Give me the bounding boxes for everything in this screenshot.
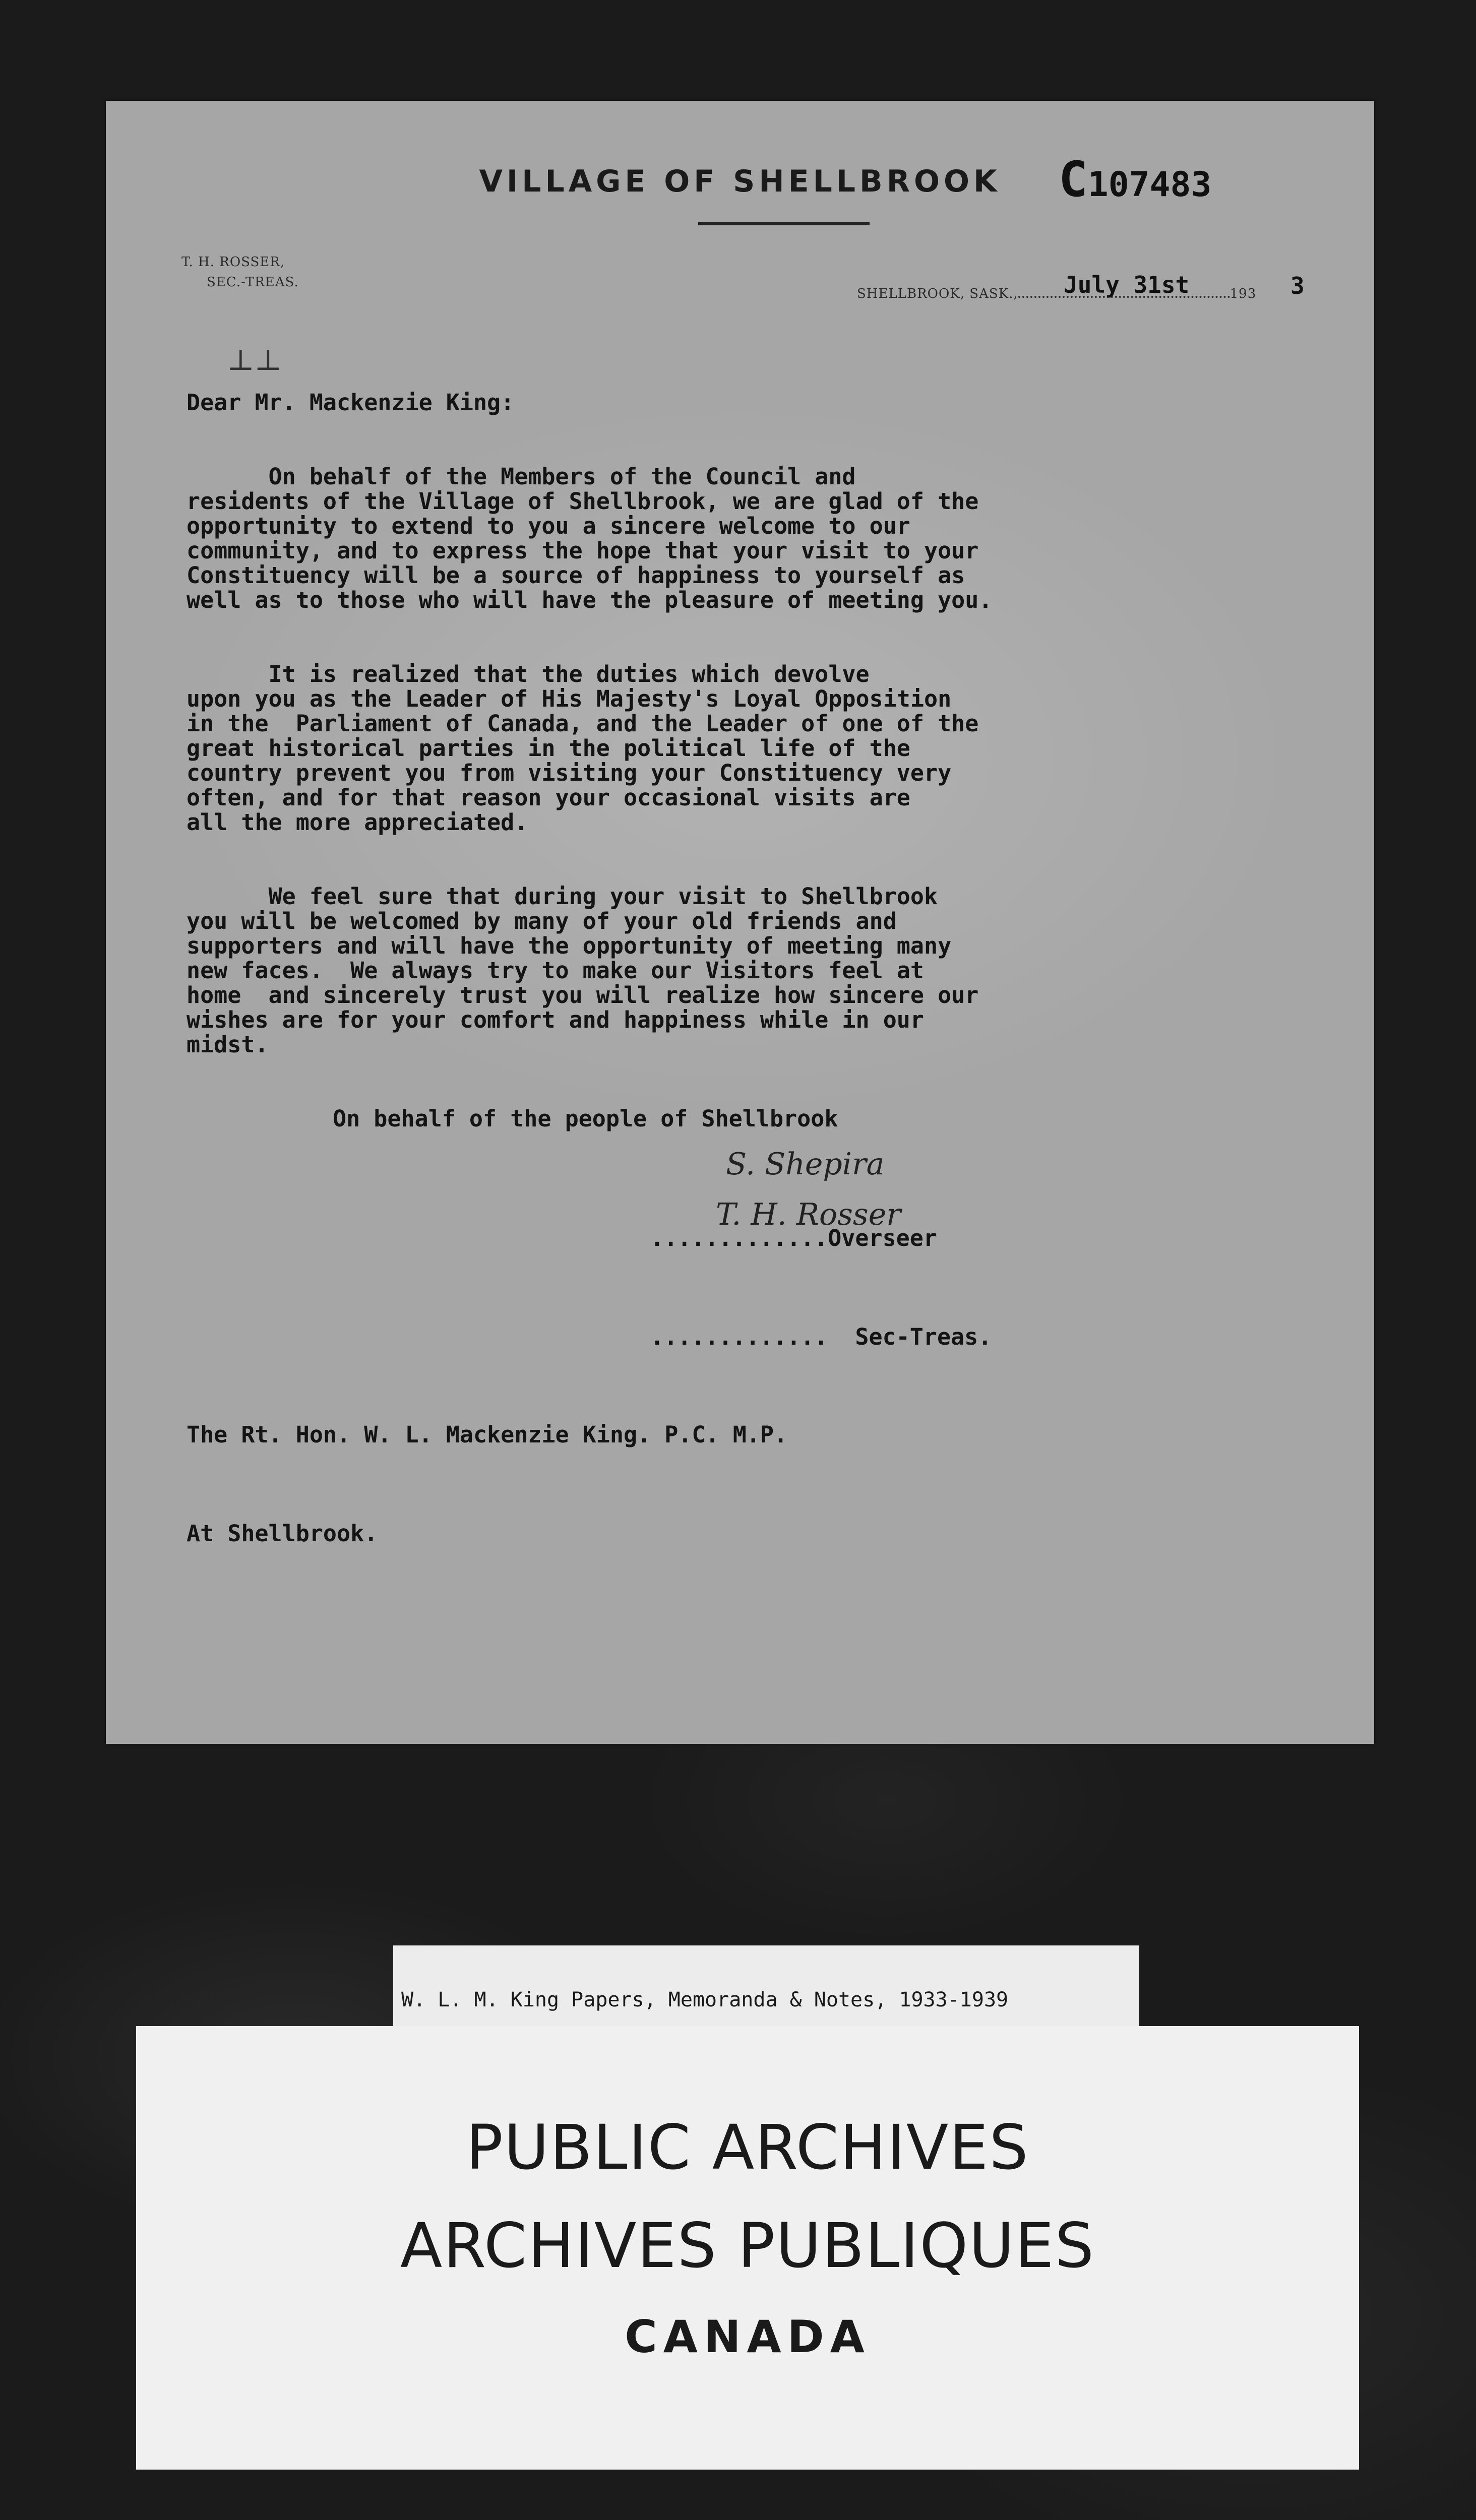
archive-line-country: CANADA <box>625 2311 871 2363</box>
reference-label <box>393 1945 1139 2031</box>
document-number-digits: 107483 <box>1087 165 1212 205</box>
document-number-prefix: C <box>1059 151 1088 208</box>
archive-line-english: PUBLIC ARCHIVES <box>466 2112 1029 2183</box>
signature-line-overseer: .............Overseer <box>650 1225 937 1251</box>
letterhead-rule <box>698 222 870 225</box>
handwritten-signature-overseer: S. Shepira <box>726 1147 885 1182</box>
paragraph-3: We feel sure that during your visit to Shellbrook you will be welcomed by many of your old friends and supporters and will have the opportunity of meeting many new faces. We always try to make our Visitors feel at home and sincerely trust you will realize how sincere our wishes are for your comfort and happiness while in our midst. <box>187 883 979 1058</box>
reference-line-1: W. L. M. King Papers, Memoranda & Notes, 1933-1939 <box>401 1988 1009 2011</box>
paragraph-1: On behalf of the Members of the Council and residents of the Village of Shellbrook, we are glad of the opportunity to extend to you a sincere welcome to our community, and to express the hope that your visit to your Constituency will be a source of happiness to yourself as well as to those who will have the pleasure of meeting you. <box>187 463 993 613</box>
officer-title: SEC.-TREAS. <box>207 275 299 290</box>
address-line-2: At Shellbrook. <box>187 1520 378 1547</box>
recipient-address <box>187 1361 787 1608</box>
signature-line-sec-treas: ............. Sec-Treas. <box>650 1324 992 1350</box>
closing: On behalf of the people of Shellbrook <box>333 1105 838 1132</box>
place-text: SHELLBROOK, SASK., <box>857 286 1018 301</box>
place-date-line <box>857 286 1256 301</box>
archive-card <box>136 2026 1359 2470</box>
letter-body <box>187 365 1195 1180</box>
address-line-1: The Rt. Hon. W. L. Mackenzie King. P.C. M.P. <box>187 1421 788 1448</box>
officer-name: T. H. ROSSER, <box>181 255 285 270</box>
date-typed: July 31st <box>1064 271 1190 298</box>
greeting: Dear Mr. Mackenzie King: <box>187 389 515 416</box>
year-digit: 3 <box>1290 272 1305 299</box>
document-number <box>1059 151 1211 208</box>
letterhead-title: VILLAGE OF SHELLBROOK <box>479 164 1001 199</box>
handwritten-signature-sec-treas: T. H. Rosser <box>716 1197 901 1232</box>
officer-block <box>181 252 299 292</box>
archive-line-french: ARCHIVES PUBLIQUES <box>400 2210 1095 2282</box>
paragraph-2: It is realized that the duties which devolve upon you as the Leader of His Majesty's Loyal Opposition in the Parliament of Canada, and the Leader of one of the great historical parties in the political life of the country prevent you from visiting your Constituency very often, and for that reason your occasional visits are all the more appreciated. <box>187 661 979 836</box>
margin-mark: ⊥⊥ <box>227 343 282 377</box>
year-prefix: 193 <box>1229 286 1257 301</box>
